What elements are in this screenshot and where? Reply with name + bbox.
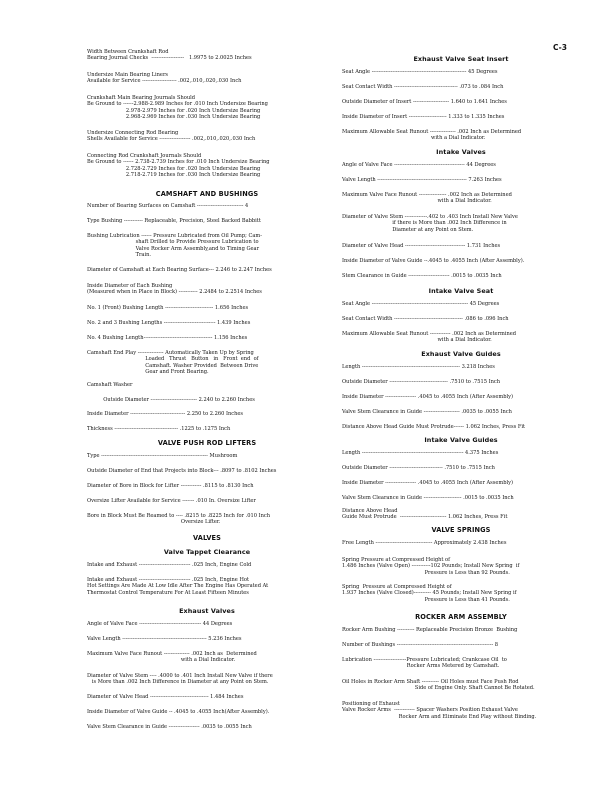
spec-item: Maximum Valve Face Runout ---------------- .002 Inch as Determined with a Dial Indicator. (342, 192, 512, 205)
spec-item: Number of Bushings -------------------------------------------------------- 8 (342, 642, 499, 648)
spec-item: Valve Stem Clearance in Guide ------------------ .0035 to .0055 Inch (87, 724, 252, 730)
spec-item: Crankshaft Main Bearing Journals Should Be Ground to ------2.988-2.989 Inches for .010 Inch Undersize Bearing 2.978-2.979 Inches for .020 Inch Undersize Bearing 2.968-2.969 Inches for .030 Inch Undersize Bearing (87, 95, 268, 121)
spec-item: Type Bushing ----------- Replaceable, Precision, Steel Backed Babbitt (87, 218, 261, 224)
spec-item: Rocker Arm Bushing ---------- Replaceable Precision Bronze Bushing (342, 627, 518, 633)
spec-item: Valve Length ------------------------------------------------- 5.236 Inches (87, 636, 242, 642)
spec-item: Free Length --------------------------------- Approximately 2.438 Inches (342, 540, 507, 546)
spec-item: Positioning of Exhaust Valve Rocker Arms ------------ Spacer Washers Position Exhaust Valve Rocker Arm and Eliminate End Play without Binding. (342, 701, 537, 720)
spec-item: No. 2 and 3 Bushing Lengths ------------------------------ 1.439 Inches (87, 320, 251, 326)
spec-item: Inside Diameter -------------------------------- 2.250 to 2.260 Inches (87, 411, 244, 417)
spec-item: Outside Diameter --------------------------- 2.240 to 2.260 Inches (87, 397, 255, 403)
spec-item: Undersize Main Bearing Liners Available for Service -------------------- .002,.010,.020,.030 Inch (87, 72, 242, 85)
springs-heading: VALVE SPRINGS (431, 526, 491, 534)
spec-item: Diameter of Camshaft at Each Bearing Surface--- 2.246 to 2.247 Inches (87, 267, 272, 273)
spec-item: Outside Diameter ------------------------------- .7510 to .7515 Inch (342, 465, 495, 471)
spec-item: Valve Stem Clearance in Guide ---------------------- .0015 to .0035 Inch (342, 495, 514, 501)
spec-item: Outside Diameter of End that Projects into Block--- .8097 to .8102 Inches (87, 468, 277, 474)
spec-item: Inside Diameter of Each Bushing (Measured when in Place in Block) ----------- 2.2484 to 2.2514 Inches (87, 283, 262, 296)
spec-item: Intake and Exhaust ------------------------------ .025 Inch, Engine Cold (87, 562, 252, 568)
intake-guides-heading: Intake Valve Guides (424, 436, 498, 444)
rocker-heading: ROCKER ARM ASSEMBLY (415, 613, 507, 621)
tappet-heading: Valve Tappet Clearance (163, 548, 251, 556)
spec-item: Maximum Valve Face Runout --------------- .002 Inch as Determined with a Dial Indicator. (87, 651, 257, 664)
spec-item: No. 4 Bushing Length---------------------------------------- 1.156 Inches (87, 335, 248, 341)
exhaust-valves-heading: Exhaust Valves (179, 607, 235, 615)
spec-item: Diameter of Valve Stem -------------.402 to .403 Inch Install New Valve if there is More than .002 Inch Difference in Diameter at any Point on Stem. (342, 214, 518, 233)
spec-item: Oil Holes in Rocker Arm Shaft ---------- Oil Holes must Face Push Rod Side of Engine Only. Shaft Cannot Be Rotated. (342, 679, 535, 692)
spec-item: Inside Diameter of Insert ---------------------- 1.333 to 1.335 Inches (342, 114, 505, 120)
spec-item: Valve Stem Clearance in Guide --------------------- .0035 to .0055 Inch (342, 409, 512, 415)
spec-item: Maximum Allowable Seat Runout ------------ .002 Inch as Determined with a Dial Indicator. (342, 331, 517, 344)
spec-item: Lubrication -------------------Pressure Lubricated; Crankcase Oil to Rocker Arms Metered by Camshaft. (342, 657, 507, 670)
spec-item: Thickness ------------------------------------- .1225 to .1275 Inch (87, 426, 231, 432)
spec-item: Outside Diameter of Insert --------------------- 1.640 to 1.641 Inches (342, 99, 507, 105)
spec-item: Inside Diameter of Valve Guide --.4045 to .4055 Inch (After Assembly). (342, 258, 525, 264)
spec-item: Inside Diameter ------------------ .4045 to .4055 Inch (After Assembly) (342, 394, 514, 400)
spec-item: Bushing Lubrication ------ Pressure Lubricated from Oil Pump; Cam- shaft Drilled to Provide Pressure Lubrication to Valve Rocker Arm Assembly,and to Timing Gear Train. (87, 233, 262, 259)
spec-item: Inside Diameter of Valve Guide -- .4045 to .4055 Inch(After Assembly). (87, 709, 270, 715)
spec-item: Intake and Exhaust ------------------------------ .025 Inch, Engine Hot Hot Settings Are Made At Low Idle After The Engine Has Operated At Thermostat Control Temperature For At Least Fifteen Minutes (87, 577, 269, 596)
spec-item: Oversize Lifter Available for Service ------- .010 In. Oversize Lifter (87, 498, 256, 504)
lifters-heading: VALVE PUSH ROD LIFTERS (157, 439, 257, 447)
spec-item: Distance Above Head Guide Must Protrude------ 1.062 Inches, Press Fit (342, 424, 526, 430)
spec-item: Diameter of Valve Head ----------------------------------- 1.731 Inches (342, 243, 501, 249)
spec-item: Spring Pressure at Compressed Height of 1.486 Inches (Valve Open) -----------102 Pounds; Install New Spring if Pressure is Less than 92 Pounds. (342, 557, 520, 576)
intake-seat-heading: Intake Valve Seat (428, 287, 494, 295)
spec-item: Seat Angle -------------------------------------------------------- 45 Degrees (342, 301, 500, 307)
camshaft-heading: CAMSHAFT AND BUSHINGS (155, 190, 259, 198)
spec-item: Inside Diameter ------------------ .4045 to .4055 Inch (After Assembly) (342, 480, 514, 486)
spec-item: Length ----------------------------------------------------------- 4.375 Inches (342, 450, 499, 456)
spec-item: Camshaft Washer (87, 382, 133, 388)
spec-item: Camshaft End Play --------------- Automatically Taken Up by Spring Loaded Thrust Button in Front end of Camshaft. Washer Provided Between Drive Gear and Front Bearing. (87, 350, 259, 376)
spec-item: Diameter of Valve Stem ---- .4000 to .401 Inch Install New Valve if there is More than .002 Inch Difference in Diameter at any Point on Stem. (87, 673, 273, 686)
spec-item: Outside Diameter ---------------------------------- .7510 to .7515 Inch (342, 379, 501, 385)
spec-item: Valve Length ---------------------------------------------------- 7.263 Inches (342, 177, 502, 183)
spec-item: Number of Bearing Surfaces on Camshaft --------------------------- 4 (87, 203, 249, 209)
spec-item: No. 1 (Front) Bushing Length ---------------------------- 1.656 Inches (87, 305, 249, 311)
seat-insert-heading: Exhaust Valve Seat Insert (413, 55, 509, 63)
spec-item: Type -------------------------------------------------------------- Mushroom (87, 453, 238, 459)
spec-item: Angle of Valve Face ----------------------------------------- 44 Degrees (342, 162, 496, 168)
spec-item: Angle of Valve Face ------------------------------------ 44 Degrees (87, 621, 233, 627)
spec-item: Diameter of Valve Head ---------------------------------- 1.484 Inches (87, 694, 244, 700)
valves-heading: VALVES (192, 534, 221, 542)
spec-item: Length --------------------------------------------------------- 3.218 Inches (342, 364, 495, 370)
page-number: C-3 (553, 43, 568, 52)
spec-item: Seat Angle ------------------------------------------------------- 45 Degrees (342, 69, 498, 75)
spec-item: Spring Pressure at Compressed Height of 1.937 Inches (Valve Closed)---------- 45 Pounds; Install New Spring if Pressure is Less than 41 Pounds. (342, 584, 517, 603)
spec-item: Stem Clearance in Guide ------------------------ .0015 to .0035 Inch (342, 273, 502, 279)
spec-item: Bore in Block Must Be Reamed to ---- .8215 to .8225 Inch for .010 Inch Oversize Lifter. (87, 513, 270, 526)
spec-item: Connecting Rod Crankshaft Journals Should Be Ground to ------ 2.738-2.739 Inches for .010 Inch Undersize Bearing 2.728-2.729 Inches for .020 Inch Undersize Bearing 2.718-2.719 Inches for .030 Inch Undersize Bearing (87, 153, 270, 179)
intake-valves-heading: Intake Valves (436, 148, 486, 156)
spec-item: Seat Contact Width ---------------------------------------- .086 to .096 Inch (342, 316, 509, 322)
spec-item: Undersize Connecting Rod Bearing Shells Available for Service ------------------ .002,.010,.020,.030 Inch (87, 130, 256, 143)
spec-item: Width Between Crankshaft Rod Bearing Journal Checks ------------------- 1.9975 to 2.0025 Inches (87, 49, 252, 62)
exhaust-guides-heading: Exhaust Valve Guides (421, 350, 501, 358)
spec-item: Seat Contact Width ------------------------------------- .073 to .084 Inch (342, 84, 504, 90)
spec-item: Distance Above Head Guide Must Protrude --------------------------- 1.062 Inches, Press Fit (342, 508, 508, 521)
spec-item: Maximum Allowable Seat Runout --------------- .002 Inch as Determined with a Dial Indicator. (342, 129, 522, 142)
spec-item: Diameter of Bore in Block for Lifter ------------ .8115 to .8130 Inch (87, 483, 254, 489)
